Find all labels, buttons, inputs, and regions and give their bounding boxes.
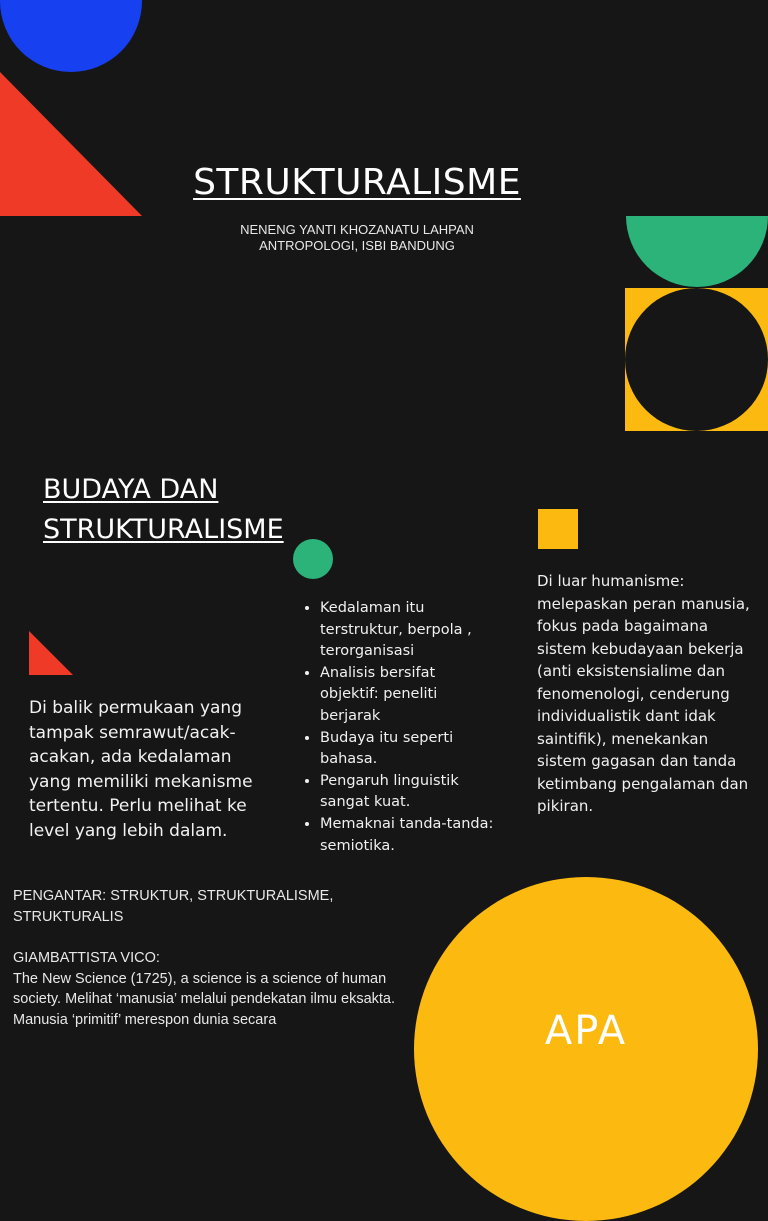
spacer [13,927,408,948]
small-red-triangle-shape [29,631,73,675]
section-heading-line1: BUDAYA DAN [43,474,219,505]
circle-label: APA [544,1008,628,1054]
key-points-list [302,598,495,857]
author-info [0,222,714,254]
list-item: • Kedalaman itu terstruktur, berpola , terorganisasi [320,598,495,663]
author-name: NENENG YANTI KHOZANATU LAHPAN [240,222,474,237]
dark-circle-cutout-shape [625,288,768,431]
list-item: • Pengaruh linguistik sangat kuat. [320,771,495,814]
intro-block [13,886,408,1030]
vico-text: The New Science (1725), a science is a science of human society. Melihat ‘manusia’ melalui pendekatan ilmu eksakta. Manusia ‘primitif’ merespon dunia secara [13,970,396,1028]
section-heading [43,470,343,550]
blue-circle-shape [0,0,142,72]
page-title: STRUKTURALISME [193,162,521,203]
depth-paragraph: Di balik permukaan yang tampak semrawut/acak-acakan, ada kedalaman yang memiliki mekanisme tertentu. Perlu melihat ke level yang lebih dalam. [29,698,253,841]
list-item: • Analisis bersifat objektif: peneliti berjarak [320,663,495,728]
humanism-paragraph: Di luar humanisme: melepaskan peran manusia, fokus pada bagaimana sistem kebudayaan bekerja (anti eksistensialime dan fenomenologi, cenderung individualistik dant idak saintifik), menekankan sistem gagasan dan tanda ketimbang pengalaman dan pikiran. [537,572,750,815]
list-item: • Budaya itu seperti bahasa. [320,728,495,771]
vico-label: GIAMBATTISTA VICO: [13,950,160,966]
author-affiliation: ANTROPOLOGI, ISBI BANDUNG [259,238,455,253]
intro-heading: PENGANTAR: STRUKTUR, STRUKTURALISME, STRUKTURALIS [13,888,334,925]
list-item: • Memaknai tanda-tanda: semiotika. [320,814,495,857]
small-yellow-square-shape [538,509,578,549]
section-heading-line2: STRUKTURALISME [43,514,284,545]
